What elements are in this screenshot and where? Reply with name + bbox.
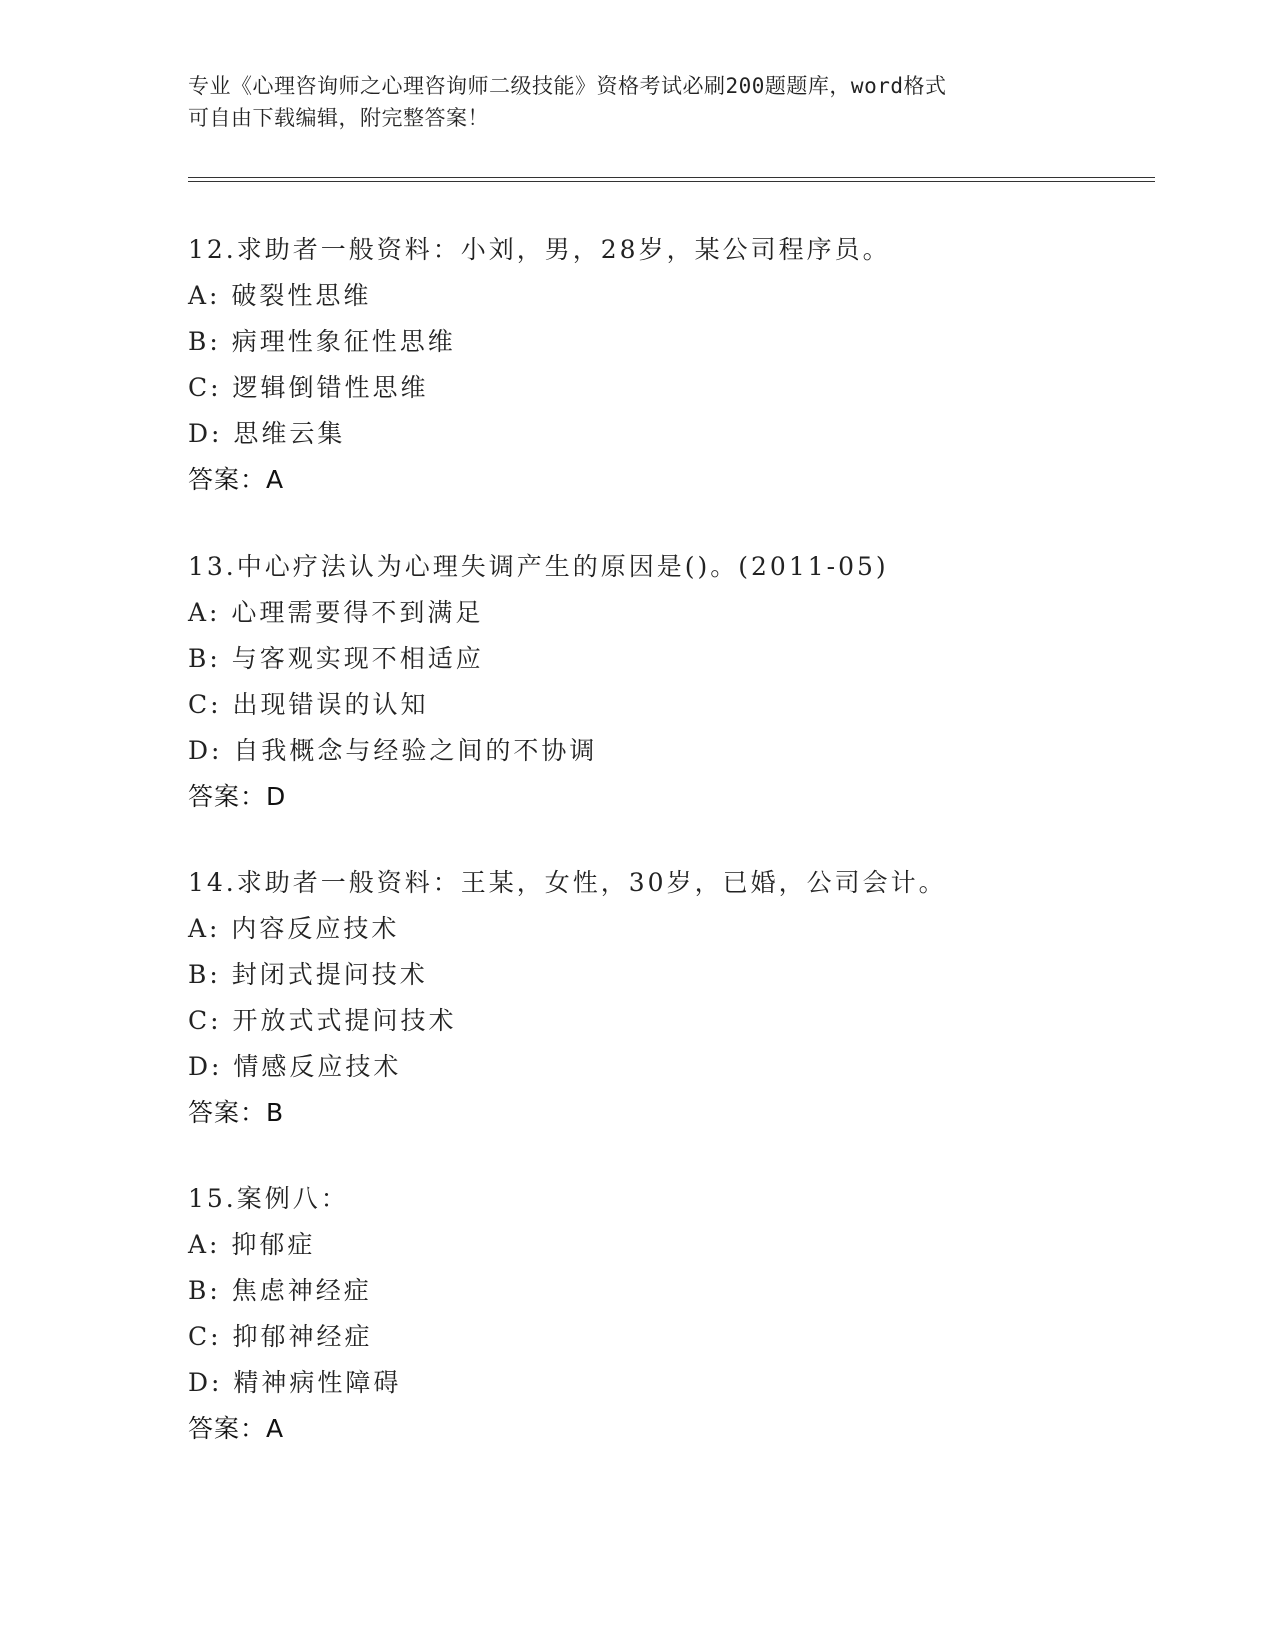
question-14 [188,860,1148,1136]
answer-value: B [266,1098,285,1127]
question-stem: 14.求助者一般资料：王某，女性，30岁，已婚，公司会计。 [188,868,947,897]
answer-label: 答案： [188,1414,267,1443]
answer-label: 答案： [188,1098,267,1127]
option-d: D: 情感反应技术 [188,1052,402,1081]
option-a: A: 抑郁症 [188,1230,316,1259]
header-line-2: 可自由下载编辑，附完整答案！ [188,106,489,130]
option-c: C: 开放式式提问技术 [188,1006,457,1035]
option-d: D: 精神病性障碍 [188,1368,402,1397]
answer-value: A [266,1414,285,1443]
option-c: C: 出现错误的认知 [188,690,429,719]
option-c: C: 逻辑倒错性思维 [188,373,429,402]
answer-line [188,1406,1148,1452]
question-stem: 13.中心疗法认为心理失调产生的原因是()。(2011-05) [188,552,889,581]
header-line-1: 专业《心理咨询师之心理咨询师二级技能》资格考试必刷200题题库，word格式 [188,74,947,98]
option-a: A: 破裂性思维 [188,281,372,310]
option-a: A: 内容反应技术 [188,914,400,943]
header-divider [188,177,1155,182]
answer-label: 答案： [188,782,267,811]
option-d: D: 自我概念与经验之间的不协调 [188,736,598,765]
option-b: B: 与客观实现不相适应 [188,644,484,673]
question-13 [188,544,1148,820]
document-header [188,70,1088,134]
answer-value: D [266,782,287,811]
answer-line [188,774,1148,820]
option-b: B: 焦虑神经症 [188,1276,372,1305]
option-a: A: 心理需要得不到满足 [188,598,484,627]
option-b: B: 封闭式提问技术 [188,960,428,989]
question-stem: 15.案例八： [188,1184,349,1213]
option-b: B: 病理性象征性思维 [188,327,456,356]
answer-value: A [266,465,285,494]
answer-line [188,457,1148,503]
question-12 [188,227,1148,503]
option-d: D: 思维云集 [188,419,346,448]
question-stem: 12.求助者一般资料：小刘，男，28岁，某公司程序员。 [188,235,891,264]
question-15 [188,1176,1148,1452]
answer-line [188,1090,1148,1136]
answer-label: 答案： [188,465,267,494]
option-c: C: 抑郁神经症 [188,1322,373,1351]
